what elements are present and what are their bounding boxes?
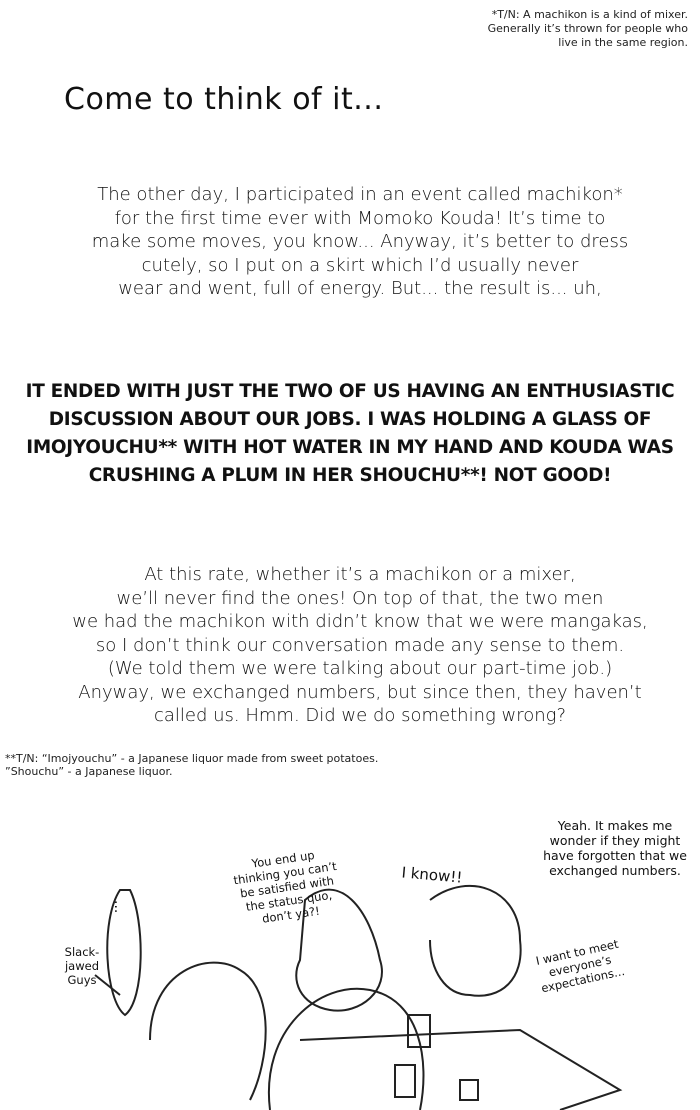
translator-note-bottom — [5, 752, 378, 778]
text-line: for the first time ever with Momoko Kouda! It’s time to — [114, 207, 606, 229]
text-line: cutely, so I put on a skirt which I’d usually never — [141, 254, 579, 276]
note-line: *T/N: A machikon is a kind of mixer. — [491, 8, 688, 21]
text-line: Anyway, we exchanged numbers, but since then, they haven’t — [78, 681, 642, 703]
text-line: wear and went, full of energy. But... the result is... uh, — [118, 278, 602, 299]
emphasis-block — [11, 377, 690, 489]
note-line: ”Shouchu” - a Japanese liquor. — [5, 765, 173, 778]
text-line: IT ENDED WITH JUST THE TWO OF US HAVING AN ENTHUSIASTIC — [25, 380, 675, 402]
guy-head-right — [269, 989, 424, 1110]
text-line: so I don’t think our conversation made any sense to them. — [95, 634, 625, 656]
text-line: we’ll never find the ones! On top of that, the two men — [116, 587, 604, 609]
label-slack-jawed-guys: Slack-jawed Guys — [64, 945, 100, 987]
text-line: we had the machikon with didn’t know that we were mangakas, — [72, 611, 648, 632]
text-line: make some moves, you know... Anyway, it’s better to dress — [91, 231, 629, 252]
text-line: DISCUSSION ABOUT OUR JOBS. I WAS HOLDING A GLASS OF — [48, 408, 652, 430]
page-title: Come to think of it... — [64, 82, 384, 117]
note-line: **T/N: “Imojyouchu” - a Japanese liquor made from sweet potatoes. — [5, 752, 379, 765]
ellipsis-bubble: ... — [111, 900, 127, 914]
speech-bubble-status-quo: You end up thinking you can’t be satisfied with the status quo, don’t ya?! — [232, 847, 338, 926]
paragraph-2 — [10, 563, 700, 728]
text-line: The other day, I participated in an event called machikon* — [97, 184, 623, 205]
note-line: Generally it’s thrown for people who — [487, 22, 688, 35]
girl-character-hair — [430, 886, 521, 996]
note-line: live in the same region. — [558, 36, 688, 49]
text-line: CRUSHING A PLUM IN HER SHOUCHU**! NOT GOOD! — [88, 464, 612, 486]
cup — [460, 1080, 478, 1100]
glass — [395, 1065, 415, 1097]
speech-bubble-i-know: I know!! — [400, 863, 464, 887]
text-line: At this rate, whether it’s a machikon or a mixer, — [144, 564, 576, 585]
text-line: called us. Hmm. Did we do something wrong? — [153, 705, 566, 726]
text-line: (We told them we were talking about our part-time job.) — [107, 658, 613, 679]
text-line: IMOJYOUCHU** WITH HOT WATER IN MY HAND AND KOUDA WAS — [26, 436, 674, 458]
speech-bubble-forgotten: Yeah. It makes me wonder if they might have forgotten that we exchanged numbers. — [543, 818, 687, 878]
translator-note-top — [428, 8, 688, 50]
guy-head-left — [150, 963, 266, 1100]
speech-bubble-expectations: I want to meet everyone’s expectations... — [534, 936, 626, 996]
paragraph-1 — [10, 183, 700, 301]
